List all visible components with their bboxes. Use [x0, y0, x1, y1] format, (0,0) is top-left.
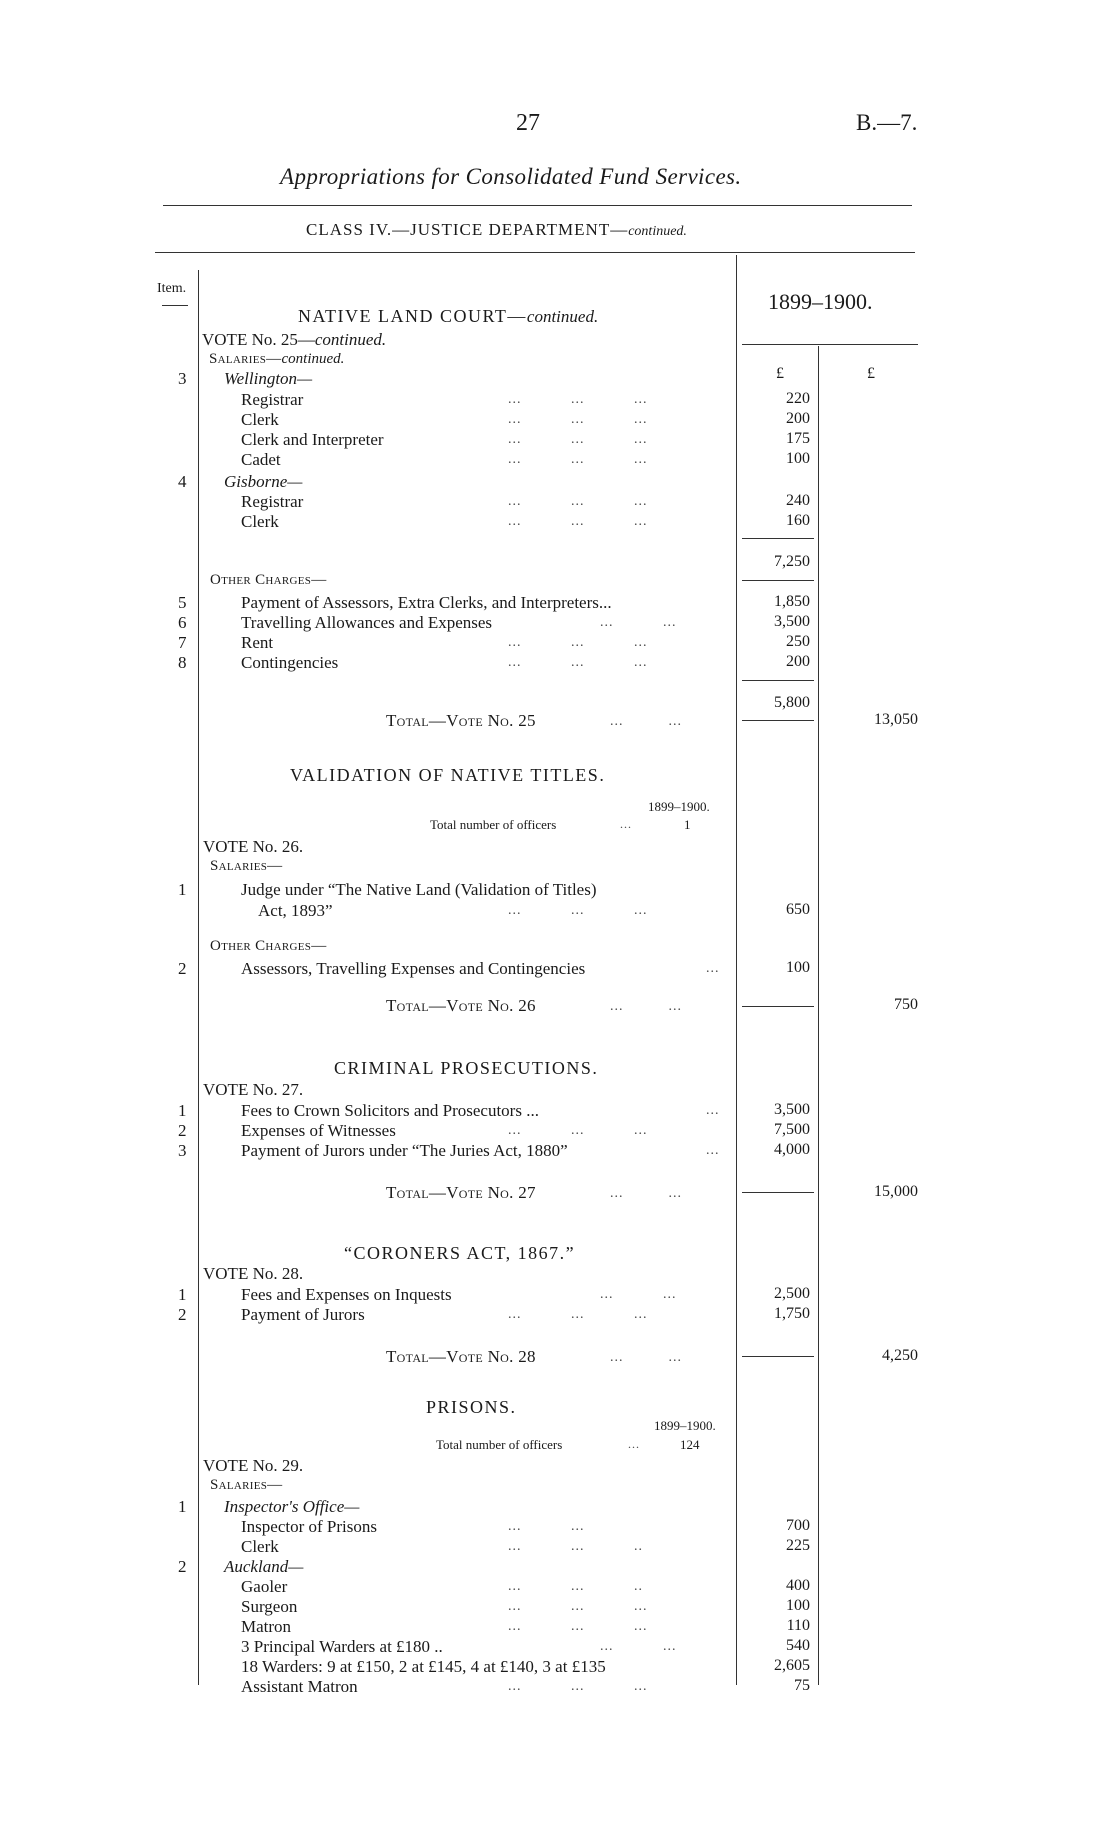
leader-dots: ... ... [600, 1287, 677, 1302]
line-label: Clerk [241, 1537, 279, 1556]
amount-cell: 100 [786, 450, 810, 467]
salaries-subtotal: 7,250 [774, 553, 810, 570]
leader-dots: ... ... [610, 999, 682, 1014]
pound-sign-amount: £ [776, 365, 784, 382]
item-header-rule [162, 305, 188, 306]
line-label: 18 Warders: 9 at £150, 2 at £145, 4 at £140, 3 at £135 [241, 1657, 606, 1676]
title-rule [163, 205, 912, 206]
amount-cell: 1,750 [774, 1305, 810, 1322]
item-number: 3 [178, 369, 187, 388]
judge-label-line2: Act, 1893” [258, 901, 333, 920]
vnt-other-charges-label: Other Charges— [210, 938, 327, 954]
item-number: 8 [178, 653, 187, 672]
item-column-rule [198, 270, 199, 1685]
item-number: 7 [178, 633, 187, 652]
line-label: Clerk [241, 410, 279, 429]
vote-28-total: 4,250 [882, 1347, 918, 1364]
line-label: Clerk and Interpreter [241, 430, 384, 449]
nlc-heading-text: NATIVE LAND COURT— [298, 306, 527, 326]
amount-cell: 160 [786, 512, 810, 529]
leader-dots: ... [706, 1103, 720, 1118]
leader-dots: ... ... ... [508, 1679, 648, 1694]
native-land-court-heading [298, 306, 598, 327]
vote-28-total-label [386, 1347, 536, 1367]
vnt-officers-label: Total number of officers [430, 817, 557, 832]
item-number: 1 [178, 1101, 187, 1120]
amount-cell: 3,500 [774, 1101, 810, 1118]
leader-dots: ... ... ... [508, 432, 648, 447]
leader-dots: ... ... ... [508, 1123, 648, 1138]
item-number: 6 [178, 613, 187, 632]
vote-26-label: VOTE No. 26. [203, 837, 304, 856]
prisons-salaries-label: Salaries— [210, 1477, 283, 1493]
leader-dots: ... ... ... [508, 392, 648, 407]
line-label: Clerk [241, 512, 279, 531]
vote-28-label: VOTE No. 28. [203, 1264, 304, 1283]
prisons-heading: PRISONS. [426, 1397, 517, 1417]
leader-dots: ... ... ... [508, 903, 648, 918]
gisborne-label: Gisborne— [224, 472, 303, 491]
amount-cell: 200 [786, 653, 810, 670]
line-label: 3 Principal Warders at £180 .. [241, 1637, 443, 1656]
amount-cell: 175 [786, 430, 810, 447]
subtotal-column-rule [818, 346, 819, 1685]
line-label: Payment of Assessors, Extra Clerks, and Interpreters... [241, 593, 612, 612]
line-label: Registrar [241, 492, 304, 511]
amount-cell: 2,605 [774, 1657, 810, 1674]
page-title: Appropriations for Consolidated Fund Services. [280, 164, 742, 189]
leader-dots: ... ... .. [508, 1539, 643, 1554]
total-rule [742, 1356, 814, 1357]
nlc-other-charges-label: Other Charges— [210, 572, 327, 588]
class-heading [306, 220, 687, 240]
line-label: Registrar [241, 390, 304, 409]
nlc-salaries-text: Salaries— [209, 351, 282, 367]
amount-cell: 200 [786, 410, 810, 427]
subtotal-rule [742, 580, 814, 581]
leader-dots: ... ... ... [508, 655, 648, 670]
vote-27-total: 15,000 [874, 1183, 918, 1200]
amount-cell: 220 [786, 390, 810, 407]
amount-cell: 400 [786, 1577, 810, 1594]
wellington-label: Wellington— [224, 369, 313, 388]
line-label: Travelling Allowances and Expenses [241, 613, 493, 632]
leader-dots: ... [706, 1143, 720, 1158]
leader-dots: ... ... .. [508, 1579, 643, 1594]
vote-26-total: 750 [894, 996, 918, 1013]
year-header-rule [742, 344, 918, 345]
class-heading-main: CLASS IV.—JUSTICE DEPARTMENT— [306, 220, 629, 239]
item-number: 2 [178, 1557, 187, 1576]
total-label-text: Total—Vote No. 25 [386, 711, 536, 730]
amount-cell: 225 [786, 1537, 810, 1554]
leader-dots: ... ... ... [508, 1619, 648, 1634]
line-label: Contingencies [241, 653, 339, 672]
vote-27-label: VOTE No. 27. [203, 1080, 304, 1099]
amount-cell: 650 [786, 901, 810, 918]
nlc-heading-cont: continued. [526, 307, 599, 326]
amount-cell: 240 [786, 492, 810, 509]
vnt-salaries-label: Salaries— [210, 858, 283, 874]
year-column-header: 1899–1900. [768, 289, 873, 314]
line-label: Assistant Matron [241, 1677, 358, 1696]
leader-dots: ... [628, 1437, 640, 1451]
line-label: Rent [241, 633, 274, 652]
vote-25-cont: continued. [314, 330, 387, 349]
line-label: Assessors, Travelling Expenses and Contingencies [241, 959, 586, 978]
amount-cell: 100 [786, 1597, 810, 1614]
leader-dots: ... ... ... [508, 452, 648, 467]
other-charges-subtotal: 5,800 [774, 694, 810, 711]
line-label: Matron [241, 1617, 292, 1636]
leader-dots: ... ... ... [508, 412, 648, 427]
item-number: 1 [178, 1497, 187, 1516]
amount-cell: 3,500 [774, 613, 810, 630]
vote-25-total-label [386, 711, 536, 731]
line-label: Payment of Jurors [241, 1305, 365, 1324]
cp-heading: CRIMINAL PROSECUTIONS. [334, 1058, 599, 1078]
line-label: Inspector of Prisons [241, 1517, 377, 1536]
item-number: 3 [178, 1141, 187, 1160]
total-label-text: Total—Vote No. 27 [386, 1183, 536, 1202]
total-rule [742, 1192, 814, 1193]
leader-dots: ... ... [610, 714, 682, 729]
amount-cell: 4,000 [774, 1141, 810, 1158]
ca-heading: “CORONERS ACT, 1867.” [344, 1243, 576, 1263]
nlc-salaries-cont: continued. [281, 351, 345, 367]
leader-dots: ... ... ... [508, 514, 648, 529]
page-ref: B.—7. [856, 110, 918, 135]
judge-label-line1: Judge under “The Native Land (Validation of Titles) [241, 880, 597, 899]
line-label: Surgeon [241, 1597, 298, 1616]
amount-cell: 7,500 [774, 1121, 810, 1138]
item-number: 5 [178, 593, 187, 612]
vnt-officers-count: 1 [684, 817, 691, 832]
vote-27-total-label [386, 1183, 536, 1203]
prisons-officers-count: 124 [680, 1437, 700, 1452]
nlc-salaries-label [209, 351, 344, 368]
leader-dots: ... ... ... [508, 494, 648, 509]
line-label: Gaoler [241, 1577, 288, 1596]
item-number: 2 [178, 959, 187, 978]
prisons-officers-label: Total number of officers [436, 1437, 563, 1452]
amount-column-rule [736, 255, 737, 1685]
total-label-text: Total—Vote No. 28 [386, 1347, 536, 1366]
inspector-office-label: Inspector's Office— [224, 1497, 360, 1516]
amount-cell: 110 [786, 1617, 810, 1634]
line-label: Fees to Crown Solicitors and Prosecutors ... [241, 1101, 539, 1120]
leader-dots: ... ... [610, 1350, 682, 1365]
item-column-header: Item. [157, 281, 187, 296]
class-rule [155, 252, 915, 253]
item-number: 1 [178, 880, 187, 899]
page-number: 27 [516, 110, 540, 136]
prisons-year: 1899–1900. [654, 1418, 716, 1433]
amount-cell: 75 [794, 1677, 810, 1694]
amount-cell: 540 [786, 1637, 810, 1654]
class-heading-cont: continued. [628, 224, 687, 239]
vote-25-total: 13,050 [874, 711, 918, 728]
total-label-text: Total—Vote No. 26 [386, 996, 536, 1015]
amount-cell: 700 [786, 1517, 810, 1534]
auckland-label: Auckland— [224, 1557, 304, 1576]
leader-dots: ... ... ... [508, 635, 648, 650]
item-number: 1 [178, 1285, 187, 1304]
line-label: Payment of Jurors under “The Juries Act, 1880” [241, 1141, 568, 1160]
pound-sign-total: £ [867, 365, 875, 382]
vote-26-total-label [386, 996, 536, 1016]
vote-29-label: VOTE No. 29. [203, 1456, 304, 1475]
vote-25-text: VOTE No. 25— [202, 330, 315, 349]
amount-cell: 250 [786, 633, 810, 650]
leader-dots: ... [620, 817, 632, 831]
amount-cell: 1,850 [774, 593, 810, 610]
total-rule [742, 720, 814, 721]
subtotal-rule [742, 680, 814, 681]
item-number: 2 [178, 1305, 187, 1324]
leader-dots: ... ... ... [508, 1599, 648, 1614]
leader-dots: ... ... ... [508, 1307, 648, 1322]
vote-25-label [202, 330, 386, 350]
vnt-heading: VALIDATION OF NATIVE TITLES. [290, 765, 606, 785]
amount-cell: 100 [786, 959, 810, 976]
subtotal-rule [742, 538, 814, 539]
leader-dots: ... ... [600, 1639, 677, 1654]
leader-dots: ... ... [610, 1186, 682, 1201]
leader-dots: ... ... [600, 615, 677, 630]
line-label: Cadet [241, 450, 281, 469]
item-number: 2 [178, 1121, 187, 1140]
amount-cell: 2,500 [774, 1285, 810, 1302]
total-rule [742, 1006, 814, 1007]
leader-dots: ... ... [508, 1519, 585, 1534]
line-label: Fees and Expenses on Inquests [241, 1285, 452, 1304]
item-number: 4 [178, 472, 187, 491]
leader-dots: ... [706, 961, 720, 976]
line-label: Expenses of Witnesses [241, 1121, 396, 1140]
vnt-year: 1899–1900. [648, 799, 710, 814]
